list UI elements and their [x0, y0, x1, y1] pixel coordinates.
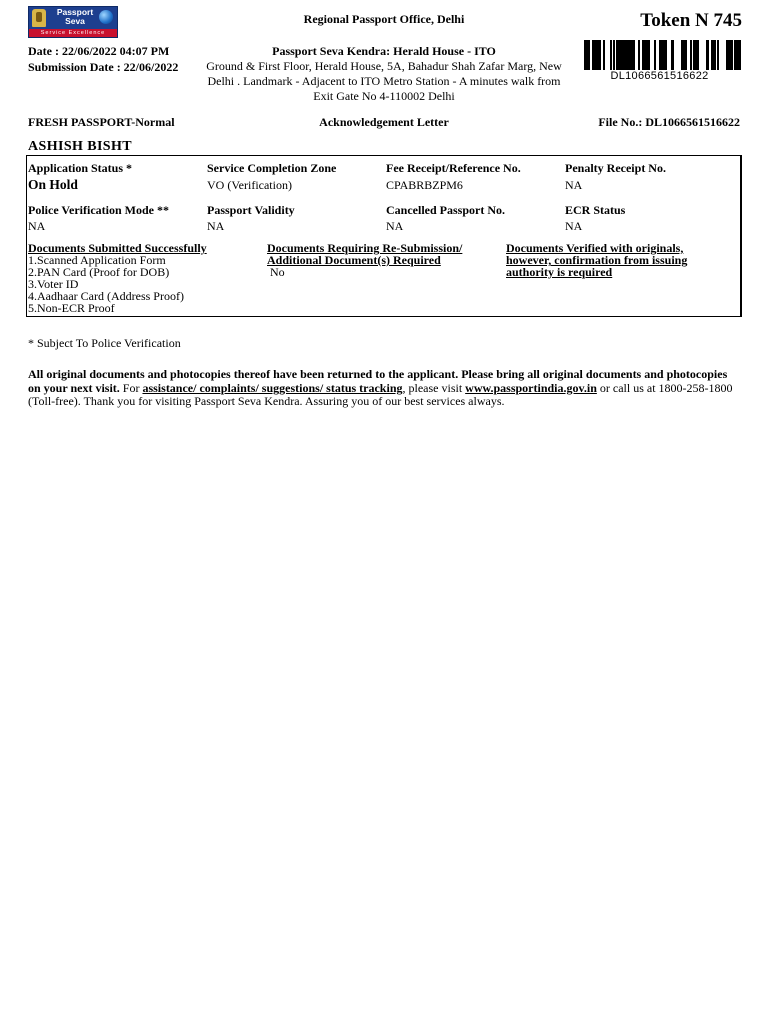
barcode-text: DL1066561516622: [610, 70, 709, 82]
file-number: File No.: DL1066561516622: [598, 115, 740, 129]
service-zone-value: VO (Verification): [207, 178, 292, 192]
emblem-icon: [32, 9, 46, 27]
para-end: or call us at 1800-258-1800 (Toll-free). Thank you for visiting Passport Seva Kendra. Assuring you of our best services always.: [28, 380, 733, 408]
logo-tagline: Service Excellence: [29, 29, 117, 37]
applicant-name: ASHISH BISHT: [28, 139, 133, 154]
police-verification-value: NA: [28, 219, 46, 233]
resubmission-value: No: [270, 265, 285, 279]
para-for: For: [119, 380, 143, 395]
document-item: 1.Scanned Application Form: [28, 253, 166, 267]
resubmission-title-line2: Additional Document(s) Required: [267, 253, 441, 267]
passport-validity-label: Passport Validity: [207, 203, 295, 217]
fee-receipt-value: CPABRBZPM6: [386, 178, 463, 192]
website-link[interactable]: www.passportindia.gov.in: [465, 380, 597, 395]
police-verification-note: * Subject To Police Verification: [28, 336, 181, 350]
submission-date: Submission Date : 22/06/2022: [28, 60, 179, 74]
application-status-value: On Hold: [28, 177, 78, 192]
fee-receipt-label: Fee Receipt/Reference No.: [386, 161, 521, 175]
office-title: Regional Passport Office, Delhi: [303, 12, 465, 26]
documents-resubmission-section: [267, 242, 497, 278]
service-type: FRESH PASSPORT-Normal: [28, 115, 175, 129]
police-verification-label: Police Verification Mode **: [28, 203, 169, 217]
document-item: 3.Voter ID: [28, 277, 79, 291]
verified-title-line3: authority is required: [506, 265, 613, 279]
para-bold-text: All original documents and photocopies thereof have been returned to the applicant. Please bring all original documents and photocopies on your next visit.: [28, 367, 728, 395]
penalty-receipt-label: Penalty Receipt No.: [565, 161, 666, 175]
passport-validity-value: NA: [207, 219, 225, 233]
date: Date : 22/06/2022 04:07 PM: [28, 44, 170, 58]
kendra-address: Ground & First Floor, Herald House, 5A, Bahadur Shah Zafar Marg, New Delhi . Landmark - Adjacent to ITO Metro Station - A minutes walk from Exit Gate No 4-110002 Delhi: [206, 59, 562, 103]
kendra-name: Passport Seva Kendra: Herald House - ITO: [272, 44, 496, 58]
service-zone-label: Service Completion Zone: [207, 161, 337, 175]
documents-verified-section: [506, 242, 736, 278]
document-item: 5.Non-ECR Proof: [28, 301, 115, 315]
application-details-box: [26, 155, 742, 317]
information-paragraph: [28, 368, 742, 409]
acknowledgement-title: Acknowledgement Letter: [319, 115, 449, 129]
documents-submitted-section: [28, 242, 258, 314]
globe-icon: [99, 10, 113, 24]
barcode: [578, 40, 741, 70]
verified-title-line2: however, confirmation from issuing: [506, 253, 688, 267]
token-number: Token N 745: [640, 10, 742, 31]
assistance-link[interactable]: assistance/ complaints/ suggestions/ status tracking: [142, 380, 403, 395]
application-status-label: Application Status *: [28, 161, 133, 175]
document-item: 2.PAN Card (Proof for DOB): [28, 265, 170, 279]
document-item: 4.Aadhaar Card (Address Proof): [28, 289, 184, 303]
ecr-status-value: NA: [565, 219, 583, 233]
penalty-receipt-value: NA: [565, 178, 583, 192]
passport-seva-logo: [28, 6, 118, 38]
verified-title-line1: Documents Verified with originals,: [506, 241, 684, 255]
cancelled-passport-label: Cancelled Passport No.: [386, 203, 505, 217]
ecr-status-label: ECR Status: [565, 203, 626, 217]
documents-submitted-title: Documents Submitted Successfully: [28, 241, 207, 255]
para-mid: , please visit: [402, 380, 466, 395]
resubmission-title-line1: Documents Requiring Re-Submission/: [267, 241, 463, 255]
logo-wordmark: Passport Seva: [56, 7, 94, 26]
cancelled-passport-value: NA: [386, 219, 404, 233]
